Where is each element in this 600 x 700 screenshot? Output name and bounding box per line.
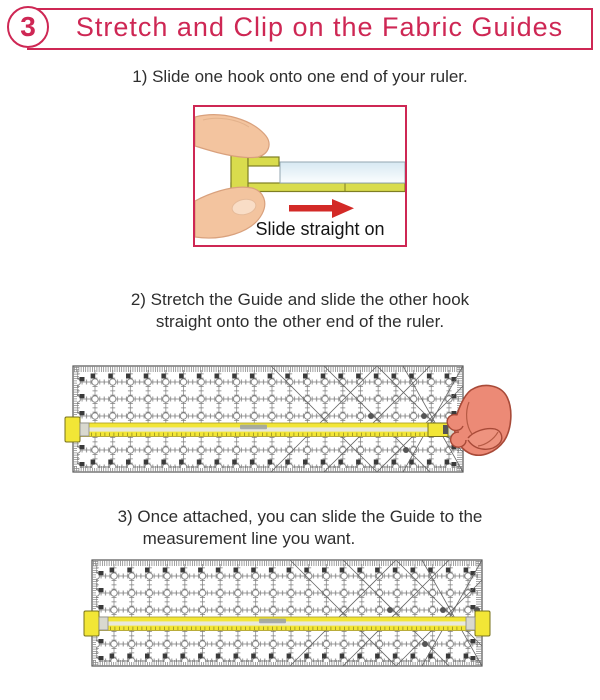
arrow-right-icon bbox=[289, 199, 354, 218]
step-3-line-2: measurement line you want. bbox=[142, 529, 356, 548]
step-number: 3 bbox=[20, 11, 36, 42]
step-2-line-1: 2) Stretch the Guide and slide the other hook bbox=[130, 290, 470, 309]
ruler-attached-illustration bbox=[78, 556, 498, 670]
step-3-text bbox=[0, 506, 600, 550]
step-2-line-2: straight onto the other end of the ruler. bbox=[155, 312, 445, 331]
step-3-line-1: 3) Once attached, you can slide the Guide to the bbox=[117, 507, 483, 526]
hook-closeup-illustration bbox=[193, 105, 407, 247]
ruler-stretch-illustration bbox=[60, 360, 520, 480]
step-1-line: 1) Slide one hook onto one end of your ruler. bbox=[132, 67, 468, 86]
slide-caption: Slide straight on bbox=[255, 219, 385, 239]
page-title: Stretch and Clip on the Fabric Guides bbox=[75, 12, 564, 42]
step-1-text bbox=[0, 66, 600, 88]
step-2-text bbox=[0, 289, 600, 333]
step-number-badge bbox=[7, 6, 49, 48]
ruler-end bbox=[280, 162, 405, 183]
